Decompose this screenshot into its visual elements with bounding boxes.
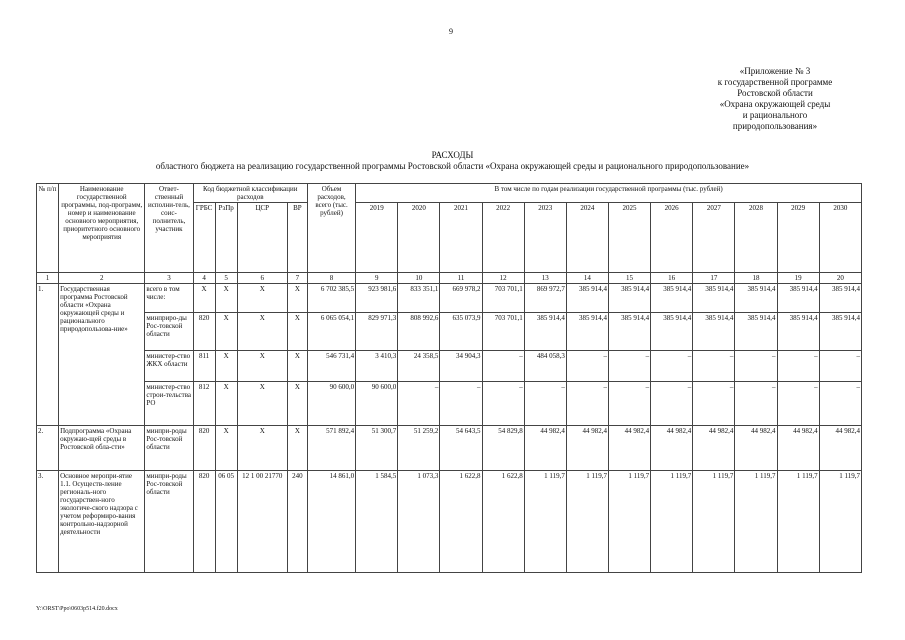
col-number: 7 <box>287 273 307 284</box>
row-year-value: 44 982,4 <box>693 426 735 471</box>
row-rzpr: Х <box>215 382 237 426</box>
row-year-value: 34 904,3 <box>440 351 482 382</box>
row-year-value: 808 992,6 <box>398 313 440 351</box>
row-year-value: 385 914,4 <box>735 313 777 351</box>
row-year-value: 90 600,0 <box>356 382 398 426</box>
appendix-line: и рационального <box>742 110 808 120</box>
row-year-value: 484 058,3 <box>524 351 566 382</box>
row-year-value: 385 914,4 <box>819 284 861 313</box>
row-year-value: 1 119,7 <box>524 471 566 573</box>
row-name: Основное меропри-ятие 1.1. Осуществ-ление региональ-ного государствен-ного экологиче-ского надзора с учетом реформиро-вания контрольно-надзорной деятельности <box>59 471 145 573</box>
header-years-group: В том числе по годам реализации государственной программы (тыс. рублей) <box>356 184 862 203</box>
header-year: 2028 <box>735 203 777 273</box>
expenses-table <box>36 183 862 573</box>
row-year-value: – <box>566 382 608 426</box>
row-csr: 12 1 00 21770 <box>237 471 287 573</box>
row-year-value: 1 622,8 <box>482 471 524 573</box>
header-name: Наименование государственной программы, под-программ, номер и наименование основного мероприятия, приоритетного основного мероприятия <box>59 184 145 273</box>
row-rzpr: 06 05 <box>215 471 237 573</box>
row-name: Подпрограмма «Охрана окружаю-щей среды в Ростовской обла-сти» <box>59 426 145 471</box>
header-code-group: Код бюджетной классификации расходов <box>193 184 307 203</box>
row-year-value: 703 701,1 <box>482 313 524 351</box>
row-year-value: – <box>735 351 777 382</box>
col-number: 3 <box>145 273 193 284</box>
row-total: 90 600,0 <box>307 382 355 426</box>
row-vr: Х <box>287 382 307 426</box>
row-year-value: 385 914,4 <box>735 284 777 313</box>
col-number: 16 <box>651 273 693 284</box>
row-year-value: – <box>693 382 735 426</box>
row-year-value: 1 119,7 <box>735 471 777 573</box>
row-year-value: 385 914,4 <box>819 313 861 351</box>
row-responsible: минпри-роды Рос-товской области <box>145 471 193 573</box>
header-year: 2026 <box>651 203 693 273</box>
col-number: 12 <box>482 273 524 284</box>
row-year-value: 385 914,4 <box>608 284 650 313</box>
row-responsible: министер-ство ЖКХ области <box>145 351 193 382</box>
row-year-value: – <box>482 351 524 382</box>
row-year-value: – <box>398 382 440 426</box>
row-csr: Х <box>237 284 287 313</box>
header-num: № п/п <box>37 184 59 273</box>
header-vr: ВР <box>287 203 307 273</box>
row-rzpr: Х <box>215 426 237 471</box>
row-year-value: 44 982,4 <box>524 426 566 471</box>
row-grbs: 820 <box>193 471 215 573</box>
row-year-value: 385 914,4 <box>777 284 819 313</box>
header-year: 2027 <box>693 203 735 273</box>
header-row <box>37 184 862 203</box>
row-vr: 240 <box>287 471 307 573</box>
row-year-value: 869 972,7 <box>524 284 566 313</box>
row-total: 571 892,4 <box>307 426 355 471</box>
row-year-value: – <box>608 382 650 426</box>
row-year-value: 51 259,2 <box>398 426 440 471</box>
table-row <box>37 382 862 426</box>
table-row <box>37 284 862 313</box>
row-year-value: 44 982,4 <box>651 426 693 471</box>
row-year-value: 1 073,3 <box>398 471 440 573</box>
row-year-value: – <box>440 382 482 426</box>
row-rzpr: Х <box>215 351 237 382</box>
appendix-line: к государственной программе <box>717 77 833 87</box>
row-year-value: 385 914,4 <box>693 313 735 351</box>
row-grbs: 820 <box>193 313 215 351</box>
page-number: 9 <box>449 27 453 36</box>
col-number: 10 <box>398 273 440 284</box>
row-year-value: 1 622,8 <box>440 471 482 573</box>
header-year: 2022 <box>482 203 524 273</box>
header-year: 2020 <box>398 203 440 273</box>
table-row <box>37 471 862 573</box>
header-year: 2024 <box>566 203 608 273</box>
row-rzpr: Х <box>215 284 237 313</box>
col-number: 5 <box>215 273 237 284</box>
header-year: 2029 <box>777 203 819 273</box>
col-number: 8 <box>307 273 355 284</box>
col-number: 2 <box>59 273 145 284</box>
row-year-value: 44 982,4 <box>566 426 608 471</box>
row-year-value: – <box>819 351 861 382</box>
row-year-value: 1 119,7 <box>693 471 735 573</box>
row-vr: Х <box>287 351 307 382</box>
appendix-line: Ростовской области <box>737 88 813 98</box>
row-name: Государственная программа Ростовской области «Охрана окружающей среды и рационального природопользова-ние» <box>59 284 145 426</box>
header-responsible: Ответ-ственный исполни-тель, соис-полнитель, участник <box>145 184 193 273</box>
row-grbs: 811 <box>193 351 215 382</box>
col-number: 11 <box>440 273 482 284</box>
row-year-value: 385 914,4 <box>608 313 650 351</box>
row-year-value: 24 358,5 <box>398 351 440 382</box>
row-year-value: 44 982,4 <box>608 426 650 471</box>
row-year-value: 54 643,5 <box>440 426 482 471</box>
row-year-value: – <box>777 382 819 426</box>
header-csr: ЦСР <box>237 203 287 273</box>
col-number: 13 <box>524 273 566 284</box>
row-rzpr: Х <box>215 313 237 351</box>
row-year-value: 51 300,7 <box>356 426 398 471</box>
appendix-line: «Приложение № 3 <box>739 66 811 76</box>
row-year-value: 385 914,4 <box>693 284 735 313</box>
col-number: 17 <box>693 273 735 284</box>
row-number: 2. <box>37 426 59 471</box>
row-year-value: 1 584,5 <box>356 471 398 573</box>
header-grbs: ГРБС <box>193 203 215 273</box>
row-responsible: минприро-ды Рос-товской области <box>145 313 193 351</box>
row-number: 3. <box>37 471 59 573</box>
col-number: 20 <box>819 273 861 284</box>
row-csr: Х <box>237 382 287 426</box>
row-year-value: 703 701,1 <box>482 284 524 313</box>
row-year-value: 669 978,2 <box>440 284 482 313</box>
row-year-value: 385 914,4 <box>566 284 608 313</box>
row-year-value: – <box>651 382 693 426</box>
row-year-value: 385 914,4 <box>777 313 819 351</box>
row-year-value: 1 119,7 <box>566 471 608 573</box>
row-year-value: 923 981,6 <box>356 284 398 313</box>
row-vr: Х <box>287 426 307 471</box>
row-year-value: 1 119,7 <box>608 471 650 573</box>
row-grbs: 820 <box>193 426 215 471</box>
row-responsible: всего в том числе: <box>145 284 193 313</box>
col-number: 18 <box>735 273 777 284</box>
appendix-line: природопользования» <box>732 121 818 131</box>
col-number: 14 <box>566 273 608 284</box>
row-year-value: – <box>735 382 777 426</box>
table-row <box>37 313 862 351</box>
row-year-value: 385 914,4 <box>566 313 608 351</box>
file-path: Y:\ORST\Ppo\0603p514.f20.docx <box>36 606 118 612</box>
row-csr: Х <box>237 313 287 351</box>
header-year: 2030 <box>819 203 861 273</box>
row-year-value: – <box>608 351 650 382</box>
row-csr: Х <box>237 351 287 382</box>
row-vr: Х <box>287 313 307 351</box>
row-year-value: 3 410,3 <box>356 351 398 382</box>
row-total: 14 861,0 <box>307 471 355 573</box>
row-year-value: – <box>524 382 566 426</box>
row-responsible: минпри-роды Рос-товской области <box>145 426 193 471</box>
col-number: 15 <box>608 273 650 284</box>
header-year: 2025 <box>608 203 650 273</box>
row-year-value: – <box>566 351 608 382</box>
col-number: 9 <box>356 273 398 284</box>
row-year-value: 829 971,3 <box>356 313 398 351</box>
col-number: 1 <box>37 273 59 284</box>
row-number: 1. <box>37 284 59 426</box>
header-year: 2021 <box>440 203 482 273</box>
table-row <box>37 351 862 382</box>
title-line-1: РАСХОДЫ <box>431 150 474 160</box>
row-year-value: 1 119,7 <box>777 471 819 573</box>
row-grbs: Х <box>193 284 215 313</box>
row-year-value: 385 914,4 <box>524 313 566 351</box>
row-vr: Х <box>287 284 307 313</box>
row-year-value: 1 119,7 <box>819 471 861 573</box>
col-number: 6 <box>237 273 287 284</box>
row-year-value: – <box>819 382 861 426</box>
header-volume: Объем расходов, всего (тыс. рублей) <box>307 184 355 273</box>
row-year-value: – <box>482 382 524 426</box>
row-year-value: – <box>693 351 735 382</box>
row-grbs: 812 <box>193 382 215 426</box>
table-body <box>37 284 862 573</box>
title-line-2: областного бюджета на реализацию государственной программы Ростовской области «Охрана окружающей среды и рационального природопользование» <box>155 161 750 171</box>
row-year-value: 1 119,7 <box>651 471 693 573</box>
row-year-value: – <box>777 351 819 382</box>
row-total: 6 065 054,1 <box>307 313 355 351</box>
appendix-header <box>690 66 860 132</box>
row-year-value: 385 914,4 <box>651 313 693 351</box>
row-responsible: министер-ство строи-тельства РО <box>145 382 193 426</box>
header-year: 2023 <box>524 203 566 273</box>
row-year-value: 44 982,4 <box>819 426 861 471</box>
table-row <box>37 426 862 471</box>
column-number-row <box>37 273 862 284</box>
row-year-value: 833 351,1 <box>398 284 440 313</box>
row-year-value: – <box>651 351 693 382</box>
row-total: 6 702 385,5 <box>307 284 355 313</box>
row-csr: Х <box>237 426 287 471</box>
header-rzpr: РзПр <box>215 203 237 273</box>
col-number: 4 <box>193 273 215 284</box>
row-year-value: 44 982,4 <box>735 426 777 471</box>
row-year-value: 54 829,8 <box>482 426 524 471</box>
document-title <box>0 150 905 172</box>
appendix-line: «Охрана окружающей среды <box>719 99 831 109</box>
row-year-value: 635 073,9 <box>440 313 482 351</box>
row-year-value: 385 914,4 <box>651 284 693 313</box>
col-number: 19 <box>777 273 819 284</box>
row-total: 546 731,4 <box>307 351 355 382</box>
header-year: 2019 <box>356 203 398 273</box>
row-year-value: 44 982,4 <box>777 426 819 471</box>
